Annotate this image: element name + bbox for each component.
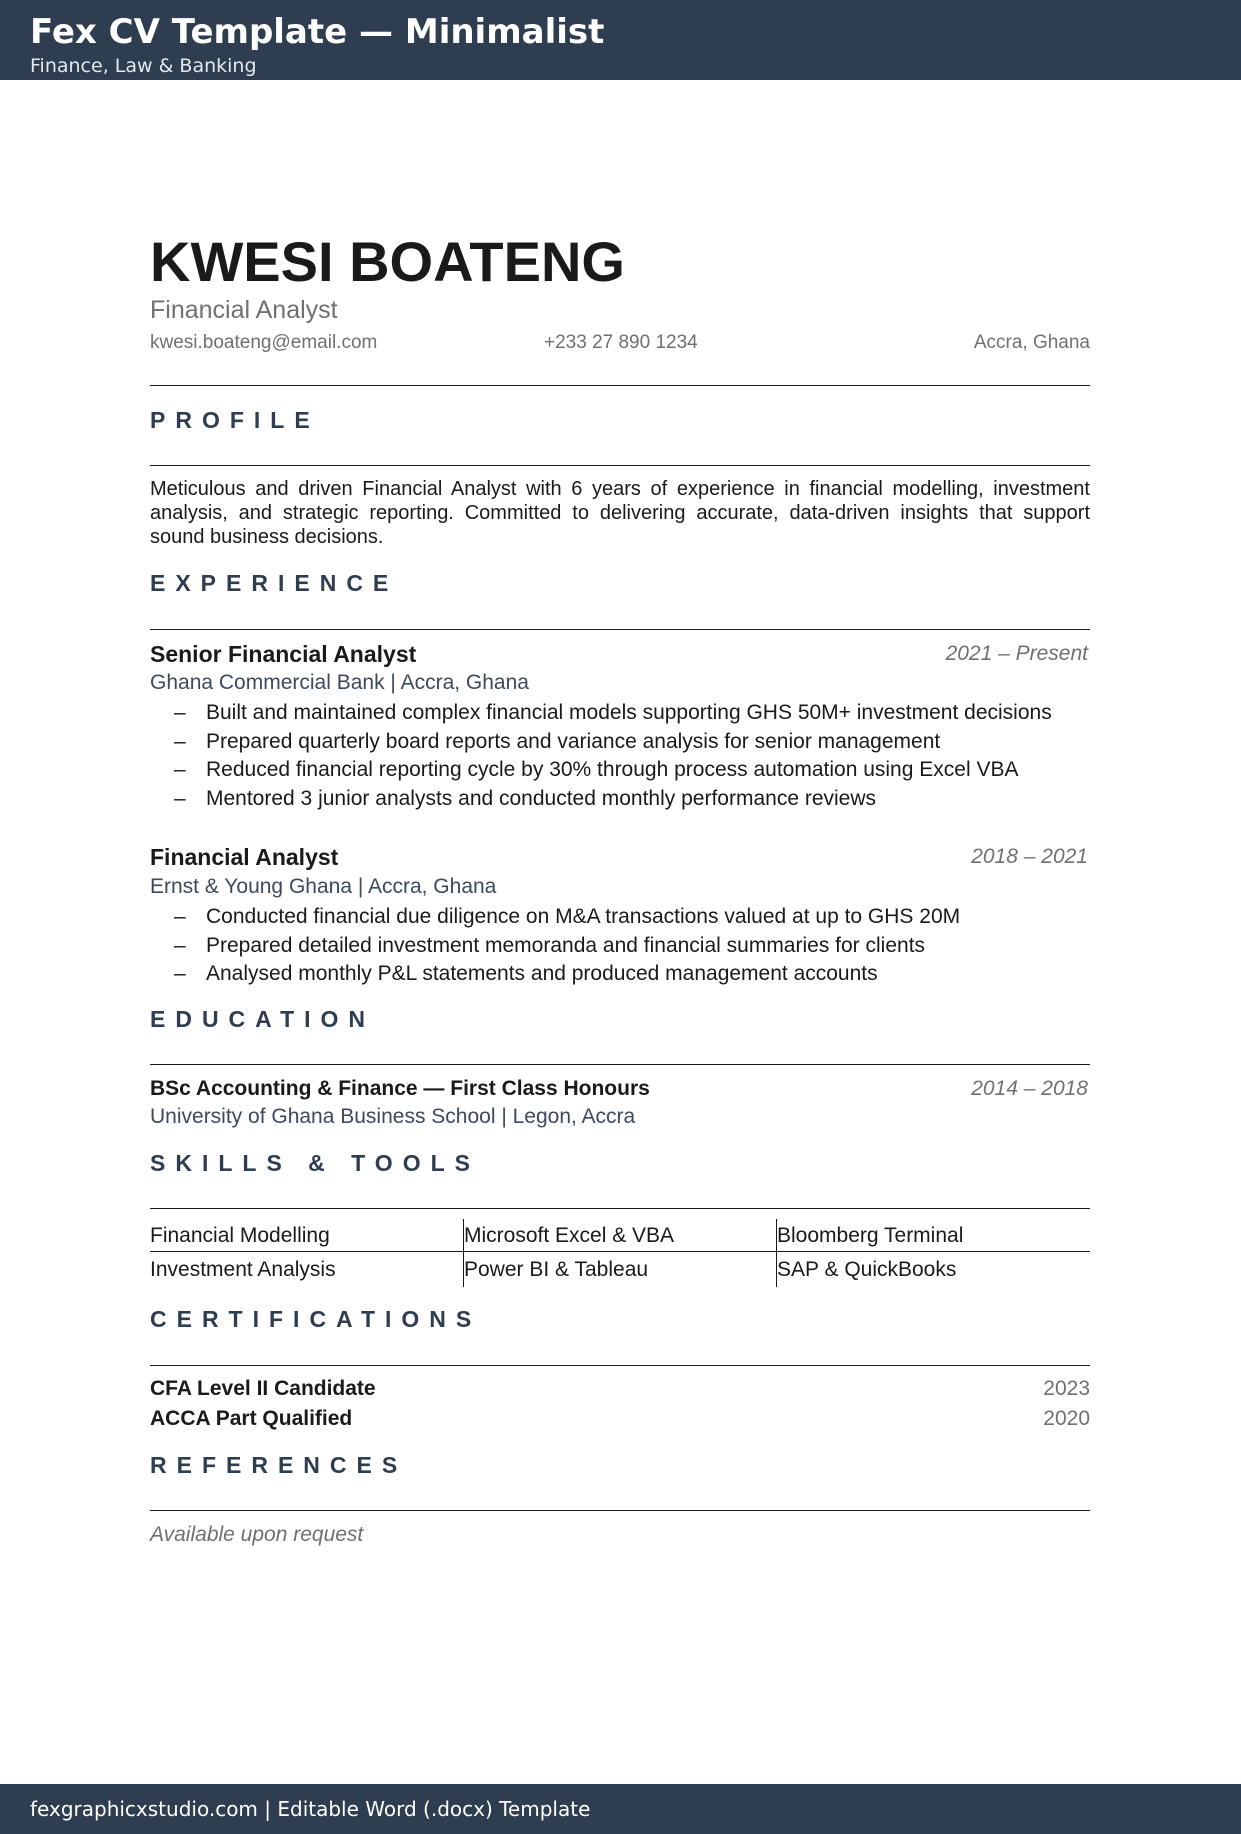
bullet-dash: – — [174, 786, 186, 810]
section-divider — [150, 1064, 1090, 1065]
list-item — [174, 932, 1074, 961]
job-organization: Ghana Commercial Bank | Accra, Ghana — [150, 671, 529, 694]
section-title-skills: SKILLS & TOOLS — [150, 1150, 480, 1176]
section-divider — [150, 1208, 1090, 1209]
section-title-certifications: CERTIFICATIONS — [150, 1306, 482, 1332]
section-title-experience: EXPERIENCE — [150, 570, 399, 596]
footer-text: fexgraphicxstudio.com | Editable Word (.docx) Template — [30, 1797, 591, 1821]
certification-name: CFA Level II Candidate — [150, 1377, 376, 1400]
bullet-text: Mentored 3 junior analysts and conducted monthly performance reviews — [206, 786, 877, 810]
bullet-dash: – — [174, 701, 186, 724]
banner-title: Fex CV Template — Minimalist — [30, 12, 605, 52]
skills-column-divider — [463, 1219, 464, 1287]
skill-cell: Microsoft Excel & VBA — [464, 1224, 675, 1247]
skill-cell: Bloomberg Terminal — [777, 1224, 964, 1247]
list-item — [174, 756, 1074, 785]
skill-cell: Investment Analysis — [150, 1258, 336, 1281]
job-bullet-list — [174, 699, 1074, 813]
bullet-text: Built and maintained complex financial models supporting GHS 50M+ investment decisions — [206, 701, 1052, 724]
candidate-name: KWESI BOATENG — [150, 230, 625, 293]
section-divider — [150, 1365, 1090, 1366]
candidate-role: Financial Analyst — [150, 296, 338, 324]
section-title-profile: PROFILE — [150, 407, 320, 433]
certification-year: 2020 — [1043, 1407, 1090, 1430]
bullet-dash: – — [174, 962, 186, 985]
job-title: Financial Analyst — [150, 844, 339, 870]
skills-row-divider — [150, 1251, 1090, 1252]
bullet-text: Analysed monthly P&L statements and produced management accounts — [206, 962, 878, 985]
bullet-text: Prepared detailed investment memoranda and financial summaries for clients — [206, 933, 926, 957]
job-organization: Ernst & Young Ghana | Accra, Ghana — [150, 875, 497, 898]
section-title-education: EDUCATION — [150, 1006, 376, 1032]
contact-phone: +233 27 890 1234 — [544, 332, 698, 353]
degree-dates: 2014 – 2018 — [971, 1077, 1088, 1100]
job-dates: 2018 – 2021 — [971, 845, 1088, 868]
bullet-text: Reduced financial reporting cycle by 30% through process automation using Excel VBA — [206, 758, 1019, 781]
bullet-text: Conducted financial due diligence on M&A transactions valued at up to GHS 20M — [206, 905, 961, 928]
bullet-dash: – — [174, 933, 186, 957]
section-divider — [150, 629, 1090, 630]
skills-column-divider — [776, 1219, 777, 1287]
skill-cell: SAP & QuickBooks — [777, 1258, 957, 1281]
job-bullet-list — [174, 903, 1074, 989]
top-banner — [0, 0, 1241, 80]
job-title: Senior Financial Analyst — [150, 641, 417, 667]
footer-banner — [0, 1784, 1241, 1834]
list-item — [174, 785, 1074, 814]
degree-title: BSc Accounting & Finance — First Class Honours — [150, 1077, 650, 1100]
school-name: University of Ghana Business School | Legon, Accra — [150, 1105, 636, 1128]
bullet-dash: – — [174, 905, 186, 928]
banner-subtitle: Finance, Law & Banking — [30, 55, 257, 77]
list-item — [174, 728, 1074, 757]
references-note: Available upon request — [150, 1523, 364, 1546]
job-dates: 2021 – Present — [945, 642, 1088, 665]
list-item — [174, 903, 1074, 932]
section-divider — [150, 1510, 1090, 1511]
contact-email: kwesi.boateng@email.com — [150, 332, 378, 353]
certification-name: ACCA Part Qualified — [150, 1407, 353, 1430]
profile-summary: Meticulous and driven Financial Analyst with 6 years of experience in financial modelling, investment analysis, and strategic reporting. Committed to delivering accurate, data-driven insights that support sound business decisions. — [150, 478, 1090, 548]
skill-cell: Power BI & Tableau — [464, 1258, 649, 1281]
list-item — [174, 960, 1074, 989]
skill-cell: Financial Modelling — [150, 1224, 330, 1247]
section-divider — [150, 465, 1090, 466]
header-divider — [150, 385, 1090, 386]
section-title-references: REFERENCES — [150, 1452, 408, 1478]
certification-year: 2023 — [1043, 1377, 1090, 1400]
bullet-dash: – — [174, 729, 186, 753]
bullet-text: Prepared quarterly board reports and variance analysis for senior management — [206, 729, 941, 753]
contact-location: Accra, Ghana — [973, 332, 1090, 353]
bullet-dash: – — [174, 758, 186, 781]
contact-row — [150, 332, 1090, 354]
list-item — [174, 699, 1074, 728]
